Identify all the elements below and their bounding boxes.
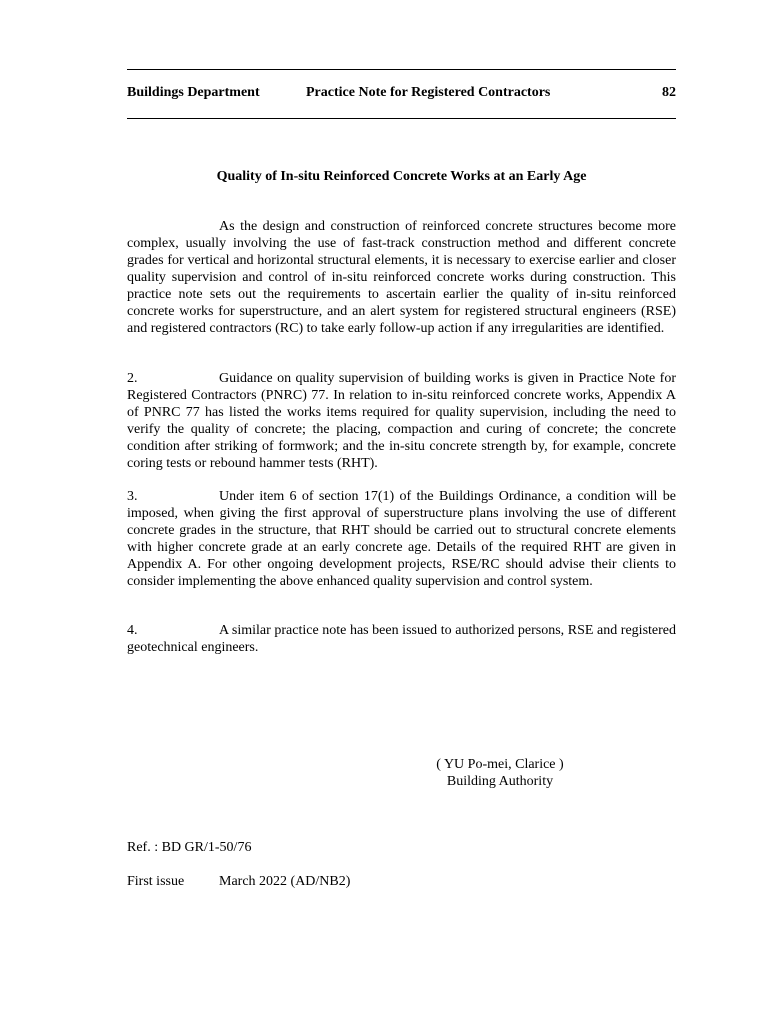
document-title: Quality of In-situ Reinforced Concrete Works at an Early Age bbox=[216, 169, 587, 184]
issue-line bbox=[127, 874, 350, 890]
paragraph-1 bbox=[127, 218, 676, 337]
paragraph-2-number: 2. bbox=[127, 371, 138, 386]
paragraph-4-text: A similar practice note has been issued to authorized persons, RSE and registered geotechnical engineers. bbox=[127, 623, 676, 655]
first-issue-label: First issue bbox=[127, 874, 185, 889]
header-practice-note-number: 82 bbox=[662, 85, 676, 100]
reference-number: Ref. : BD GR/1-50/76 bbox=[127, 840, 252, 855]
signatory-position: Building Authority bbox=[446, 774, 554, 789]
header-top-rule bbox=[127, 69, 676, 70]
header-department: Buildings Department bbox=[127, 85, 260, 100]
paragraph-3-number: 3. bbox=[127, 489, 138, 504]
paragraph-4-number: 4. bbox=[127, 623, 138, 638]
paragraph-1-text: As the design and construction of reinforced concrete structures become more complex, usually involving the use of fast-track construction method and different concrete grades for vertical and horizontal structural elements, it is necessary to exercise earlier and closer quality supervision and control of in-situ reinforced concrete works during construction. This practice note sets out the requirements to ascertain earlier the quality of in-situ reinforced concrete works for superstructure, and an alert system for registered structural engineers (RSE) and registered contractors (RC) to take early follow-up action if any irregularities are identified. bbox=[127, 219, 676, 336]
first-issue-date: March 2022 (AD/NB2) bbox=[219, 874, 351, 889]
paragraph-3-text: Under item 6 of section 17(1) of the Buildings Ordinance, a condition will be imposed, when giving the first approval of superstructure plans involving the use of different concrete grades in the structure, that RHT should be carried out to structural concrete elements with higher concrete grade at an early concrete age. Details of the required RHT are given in Appendix A. For other ongoing development projects, RSE/RC should advise their clients to consider implementing the above enhanced quality supervision and control system. bbox=[127, 489, 676, 589]
signature-block bbox=[400, 756, 600, 790]
paragraph-4 bbox=[127, 622, 676, 656]
header-practice-note-title: Practice Note for Registered Contractors bbox=[306, 85, 551, 100]
paragraph-2 bbox=[127, 370, 676, 472]
paragraph-2-text: Guidance on quality supervision of building works is given in Practice Note for Registered Contractors (PNRC) 77. In relation to in-situ reinforced concrete works, Appendix A of PNRC 77 has listed the works items required for quality supervision, including the need to verify the quality of concrete; the placing, compaction and curing of concrete; the concrete condition after striking of formwork; and the in-situ concrete strength by, for example, concrete coring tests or rebound hammer tests (RHT). bbox=[127, 371, 676, 471]
paragraph-3 bbox=[127, 488, 676, 590]
header-bottom-rule bbox=[127, 118, 676, 119]
signatory-name: ( YU Po-mei, Clarice ) bbox=[436, 757, 564, 772]
page-header bbox=[127, 85, 676, 105]
